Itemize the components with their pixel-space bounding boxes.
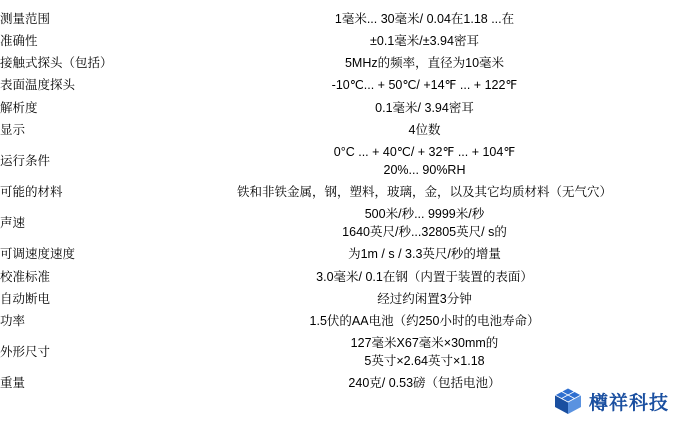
spec-value-line: 5MHz的频率，直径为10毫米 bbox=[344, 56, 505, 71]
table-row bbox=[0, 52, 681, 74]
spec-value bbox=[168, 310, 681, 332]
spec-label: 可调速度速度 bbox=[0, 247, 76, 262]
spec-value bbox=[168, 141, 681, 181]
spec-label: 校准标准 bbox=[0, 269, 51, 284]
spec-value-line: 240克/ 0.53磅（包括电池） bbox=[348, 376, 501, 391]
spec-label: 自动断电 bbox=[0, 291, 51, 306]
table-row bbox=[0, 181, 681, 203]
spec-label: 重量 bbox=[0, 376, 26, 391]
spec-value-line: 1毫米... 30毫米/ 0.04在1.18 ...在 bbox=[334, 12, 515, 26]
specification-table-body bbox=[0, 8, 681, 394]
spec-value-line: 0°C ... + 40℃/ + 32℉ ... + 104℉ bbox=[333, 144, 516, 159]
spec-value-line: ±0.1毫米/±3.94密耳 bbox=[370, 34, 479, 49]
spec-label: 外形尺寸 bbox=[0, 344, 51, 359]
spec-value bbox=[168, 332, 681, 372]
spec-value-line: 铁和非铁金属，钢，塑料，玻璃，金，以及其它均质材料（无气穴） bbox=[236, 185, 612, 199]
table-row bbox=[0, 8, 681, 30]
spec-label: 功率 bbox=[0, 313, 26, 328]
table-row bbox=[0, 119, 681, 141]
spec-value bbox=[168, 97, 681, 119]
spec-value bbox=[168, 181, 681, 203]
table-row bbox=[0, 266, 681, 288]
spec-value-line: 1.5伏的AA电池（约250小时的电池寿命） bbox=[309, 313, 540, 328]
spec-value-line: 为1m / s / 3.3英尺/秒的增量 bbox=[348, 247, 501, 262]
spec-label: 准确性 bbox=[0, 34, 38, 49]
specification-table bbox=[0, 8, 681, 394]
company-logo bbox=[553, 386, 669, 416]
table-row bbox=[0, 30, 681, 52]
spec-value-line: 5英寸×2.64英寸×1.18 bbox=[364, 354, 485, 368]
spec-label: 声速 bbox=[0, 216, 26, 231]
spec-value bbox=[168, 266, 681, 288]
spec-value bbox=[168, 8, 681, 30]
spec-value-line: 3.0毫米/ 0.1在钢（内置于装置的表面） bbox=[316, 269, 533, 284]
table-row bbox=[0, 97, 681, 119]
spec-value bbox=[168, 119, 681, 141]
spec-value bbox=[168, 243, 681, 265]
spec-value-line: 1640英尺/秒...32805英尺/ s的 bbox=[342, 225, 507, 240]
spec-label: 解析度 bbox=[0, 100, 38, 115]
spec-label: 可能的材料 bbox=[0, 185, 63, 199]
table-row bbox=[0, 203, 681, 243]
spec-label: 接触式探头（包括） bbox=[0, 56, 113, 71]
spec-value-line: 20%... 90%RH bbox=[383, 162, 466, 177]
spec-value bbox=[168, 30, 681, 52]
spec-label: 表面温度探头 bbox=[0, 78, 76, 93]
spec-value bbox=[168, 52, 681, 74]
spec-value-line: 4位数 bbox=[408, 122, 441, 137]
spec-value-line: -10℃... + 50℃/ +14℉ ... + 122℉ bbox=[331, 78, 518, 93]
spec-value-line: 0.1毫米/ 3.94密耳 bbox=[375, 100, 474, 115]
spec-value-line: 500米/秒... 9999米/秒 bbox=[364, 207, 485, 222]
spec-value bbox=[168, 288, 681, 310]
spec-label: 显示 bbox=[0, 122, 26, 137]
spec-value-line: 127毫米X67毫米×30mm的 bbox=[350, 335, 499, 350]
table-row bbox=[0, 310, 681, 332]
table-row bbox=[0, 243, 681, 265]
spec-value bbox=[168, 203, 681, 243]
company-name: 樽祥科技 bbox=[588, 392, 669, 414]
spec-label: 测量范围 bbox=[0, 12, 51, 26]
table-row bbox=[0, 141, 681, 181]
cube-logo-icon bbox=[553, 386, 583, 416]
table-row bbox=[0, 332, 681, 372]
spec-value bbox=[168, 74, 681, 96]
table-row bbox=[0, 288, 681, 310]
table-row bbox=[0, 74, 681, 96]
spec-label: 运行条件 bbox=[0, 153, 51, 168]
spec-value-line: 经过约闲置3分钟 bbox=[377, 291, 472, 306]
